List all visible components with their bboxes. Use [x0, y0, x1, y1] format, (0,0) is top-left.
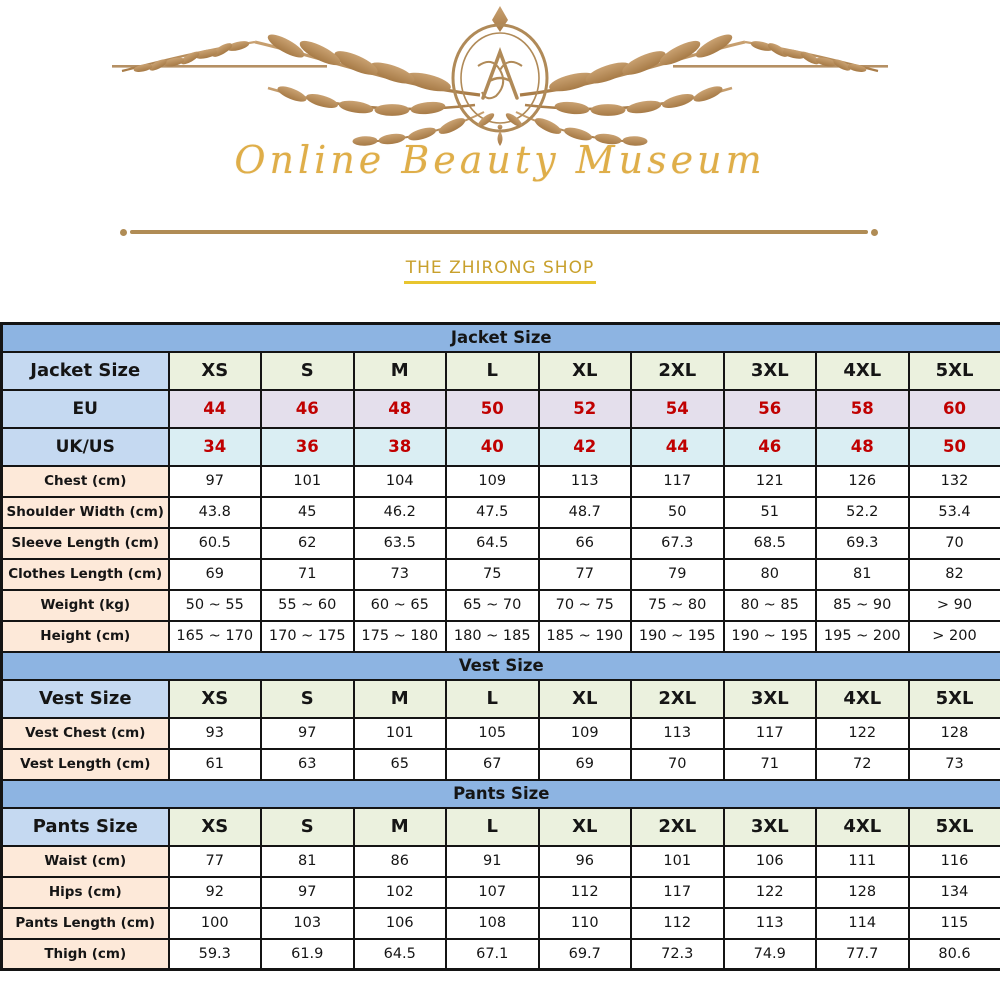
- size-column-header: 3XL: [724, 808, 817, 846]
- value-cell: 132: [909, 466, 1000, 497]
- size-column-header: 2XL: [631, 680, 724, 718]
- value-cell: 80.6: [909, 939, 1000, 970]
- row-label: Waist (cm): [2, 846, 169, 877]
- table-row: [2, 877, 1000, 908]
- value-cell: 128: [909, 718, 1000, 749]
- value-cell: 86: [354, 846, 447, 877]
- value-cell: 51: [724, 497, 817, 528]
- value-cell: 72.3: [631, 939, 724, 970]
- value-cell: 104: [354, 466, 447, 497]
- value-cell: 45: [261, 497, 354, 528]
- value-cell: 53.4: [909, 497, 1000, 528]
- value-cell: 61.9: [261, 939, 354, 970]
- value-cell: 122: [816, 718, 909, 749]
- value-cell: 113: [724, 908, 817, 939]
- section-title-row: [2, 324, 1000, 352]
- value-cell: 112: [631, 908, 724, 939]
- value-cell: 122: [724, 877, 817, 908]
- value-cell: 117: [631, 877, 724, 908]
- value-cell: 101: [261, 466, 354, 497]
- value-cell: 63: [261, 749, 354, 780]
- value-cell: 106: [724, 846, 817, 877]
- row-label: Clothes Length (cm): [2, 559, 169, 590]
- value-cell: 190 ~ 195: [631, 621, 724, 652]
- value-cell: 80: [724, 559, 817, 590]
- value-cell: 170 ~ 175: [261, 621, 354, 652]
- section-title: Vest Size: [2, 652, 1000, 680]
- size-column-header: L: [446, 680, 539, 718]
- value-cell: 73: [354, 559, 447, 590]
- size-table-body: [2, 324, 1000, 970]
- size-column-header: XL: [539, 352, 632, 390]
- size-column-header: S: [261, 680, 354, 718]
- value-cell: 60 ~ 65: [354, 590, 447, 621]
- size-column-header: 4XL: [816, 680, 909, 718]
- size-column-header: M: [354, 352, 447, 390]
- value-cell: 52.2: [816, 497, 909, 528]
- value-cell: 175 ~ 180: [354, 621, 447, 652]
- value-cell: 69: [169, 559, 262, 590]
- value-cell: 48.7: [539, 497, 632, 528]
- row-label: UK/US: [2, 428, 169, 466]
- size-header-row: [2, 680, 1000, 718]
- section-header-label: Vest Size: [2, 680, 169, 718]
- value-cell: 60.5: [169, 528, 262, 559]
- value-cell: 50 ~ 55: [169, 590, 262, 621]
- table-row: [2, 621, 1000, 652]
- value-cell: 72: [816, 749, 909, 780]
- value-cell: 54: [631, 390, 724, 428]
- size-column-header: 3XL: [724, 352, 817, 390]
- brand-name: Online Beauty Museum: [234, 138, 766, 182]
- divider-dot-left: [120, 229, 127, 236]
- value-cell: 128: [816, 877, 909, 908]
- section-title: Pants Size: [2, 780, 1000, 808]
- size-column-header: S: [261, 808, 354, 846]
- value-cell: 185 ~ 190: [539, 621, 632, 652]
- value-cell: 59.3: [169, 939, 262, 970]
- value-cell: 80 ~ 85: [724, 590, 817, 621]
- value-cell: 69.7: [539, 939, 632, 970]
- value-cell: 103: [261, 908, 354, 939]
- size-column-header: 4XL: [816, 808, 909, 846]
- divider-line: [130, 230, 868, 234]
- table-row: [2, 559, 1000, 590]
- row-label: Weight (kg): [2, 590, 169, 621]
- row-label: Chest (cm): [2, 466, 169, 497]
- table-row: [2, 590, 1000, 621]
- table-row: [2, 718, 1000, 749]
- table-row: [2, 528, 1000, 559]
- value-cell: 126: [816, 466, 909, 497]
- value-cell: 46: [724, 428, 817, 466]
- size-column-header: S: [261, 352, 354, 390]
- row-label: Sleeve Length (cm): [2, 528, 169, 559]
- value-cell: 113: [539, 466, 632, 497]
- value-cell: 70: [631, 749, 724, 780]
- table-row: [2, 939, 1000, 970]
- value-cell: 92: [169, 877, 262, 908]
- table-row: [2, 428, 1000, 466]
- value-cell: 165 ~ 170: [169, 621, 262, 652]
- value-cell: 50: [446, 390, 539, 428]
- value-cell: 40: [446, 428, 539, 466]
- value-cell: 71: [261, 559, 354, 590]
- size-column-header: M: [354, 808, 447, 846]
- value-cell: 69: [539, 749, 632, 780]
- row-label: Hips (cm): [2, 877, 169, 908]
- size-header-row: [2, 352, 1000, 390]
- size-column-header: XL: [539, 808, 632, 846]
- value-cell: 109: [539, 718, 632, 749]
- value-cell: 82: [909, 559, 1000, 590]
- value-cell: 44: [169, 390, 262, 428]
- value-cell: 47.5: [446, 497, 539, 528]
- size-column-header: 5XL: [909, 680, 1000, 718]
- size-column-header: L: [446, 808, 539, 846]
- value-cell: 112: [539, 877, 632, 908]
- value-cell: 66: [539, 528, 632, 559]
- shop-link-row: [0, 258, 1000, 284]
- value-cell: 114: [816, 908, 909, 939]
- value-cell: 85 ~ 90: [816, 590, 909, 621]
- value-cell: 52: [539, 390, 632, 428]
- size-column-header: XS: [169, 680, 262, 718]
- value-cell: 108: [446, 908, 539, 939]
- value-cell: 81: [261, 846, 354, 877]
- brand-emblem-icon: [100, 0, 900, 148]
- size-column-header: 3XL: [724, 680, 817, 718]
- row-label: Vest Length (cm): [2, 749, 169, 780]
- size-column-header: XL: [539, 680, 632, 718]
- value-cell: 134: [909, 877, 1000, 908]
- section-header-label: Pants Size: [2, 808, 169, 846]
- value-cell: 96: [539, 846, 632, 877]
- value-cell: 113: [631, 718, 724, 749]
- size-column-header: L: [446, 352, 539, 390]
- value-cell: 102: [354, 877, 447, 908]
- value-cell: 43.8: [169, 497, 262, 528]
- table-row: [2, 908, 1000, 939]
- value-cell: 91: [446, 846, 539, 877]
- size-header-row: [2, 808, 1000, 846]
- value-cell: 81: [816, 559, 909, 590]
- value-cell: 100: [169, 908, 262, 939]
- value-cell: 69.3: [816, 528, 909, 559]
- value-cell: 73: [909, 749, 1000, 780]
- value-cell: 46.2: [354, 497, 447, 528]
- value-cell: 195 ~ 200: [816, 621, 909, 652]
- value-cell: 42: [539, 428, 632, 466]
- value-cell: 70: [909, 528, 1000, 559]
- value-cell: 121: [724, 466, 817, 497]
- value-cell: 77.7: [816, 939, 909, 970]
- value-cell: 117: [631, 466, 724, 497]
- value-cell: 77: [539, 559, 632, 590]
- row-label: EU: [2, 390, 169, 428]
- value-cell: 107: [446, 877, 539, 908]
- value-cell: 58: [816, 390, 909, 428]
- value-cell: 105: [446, 718, 539, 749]
- section-header-label: Jacket Size: [2, 352, 169, 390]
- value-cell: 101: [354, 718, 447, 749]
- value-cell: 77: [169, 846, 262, 877]
- value-cell: 63.5: [354, 528, 447, 559]
- row-label: Shoulder Width (cm): [2, 497, 169, 528]
- table-row: [2, 749, 1000, 780]
- size-column-header: 2XL: [631, 808, 724, 846]
- table-row: [2, 390, 1000, 428]
- value-cell: 38: [354, 428, 447, 466]
- value-cell: 62: [261, 528, 354, 559]
- size-column-header: XS: [169, 808, 262, 846]
- value-cell: 50: [909, 428, 1000, 466]
- value-cell: 60: [909, 390, 1000, 428]
- value-cell: 93: [169, 718, 262, 749]
- value-cell: 67.3: [631, 528, 724, 559]
- value-cell: > 200: [909, 621, 1000, 652]
- value-cell: 74.9: [724, 939, 817, 970]
- value-cell: 67: [446, 749, 539, 780]
- value-cell: 75 ~ 80: [631, 590, 724, 621]
- section-title-row: [2, 780, 1000, 808]
- value-cell: 97: [261, 877, 354, 908]
- shop-link[interactable]: THE ZHIRONG SHOP: [404, 258, 596, 284]
- value-cell: 97: [261, 718, 354, 749]
- value-cell: 61: [169, 749, 262, 780]
- size-column-header: 5XL: [909, 352, 1000, 390]
- row-label: Vest Chest (cm): [2, 718, 169, 749]
- section-title: Jacket Size: [2, 324, 1000, 352]
- value-cell: 109: [446, 466, 539, 497]
- size-column-header: M: [354, 680, 447, 718]
- value-cell: 48: [354, 390, 447, 428]
- section-title-row: [2, 652, 1000, 680]
- value-cell: 117: [724, 718, 817, 749]
- value-cell: 65 ~ 70: [446, 590, 539, 621]
- size-column-header: 4XL: [816, 352, 909, 390]
- value-cell: 46: [261, 390, 354, 428]
- row-label: Thigh (cm): [2, 939, 169, 970]
- value-cell: 101: [631, 846, 724, 877]
- size-column-header: XS: [169, 352, 262, 390]
- value-cell: 79: [631, 559, 724, 590]
- divider-dot-right: [871, 229, 878, 236]
- row-label: Pants Length (cm): [2, 908, 169, 939]
- value-cell: 50: [631, 497, 724, 528]
- value-cell: 116: [909, 846, 1000, 877]
- value-cell: 64.5: [446, 528, 539, 559]
- value-cell: 70 ~ 75: [539, 590, 632, 621]
- row-label: Height (cm): [2, 621, 169, 652]
- table-row: [2, 497, 1000, 528]
- value-cell: 97: [169, 466, 262, 497]
- value-cell: 36: [261, 428, 354, 466]
- value-cell: 34: [169, 428, 262, 466]
- sizing-table: [0, 322, 1000, 971]
- table-row: [2, 466, 1000, 497]
- value-cell: 71: [724, 749, 817, 780]
- value-cell: 180 ~ 185: [446, 621, 539, 652]
- value-cell: 64.5: [354, 939, 447, 970]
- value-cell: 48: [816, 428, 909, 466]
- table-row: [2, 846, 1000, 877]
- divider-rule: [120, 229, 878, 236]
- value-cell: 44: [631, 428, 724, 466]
- value-cell: 65: [354, 749, 447, 780]
- value-cell: 111: [816, 846, 909, 877]
- value-cell: > 90: [909, 590, 1000, 621]
- size-column-header: 2XL: [631, 352, 724, 390]
- value-cell: 106: [354, 908, 447, 939]
- value-cell: 68.5: [724, 528, 817, 559]
- value-cell: 67.1: [446, 939, 539, 970]
- value-cell: 75: [446, 559, 539, 590]
- value-cell: 190 ~ 195: [724, 621, 817, 652]
- value-cell: 110: [539, 908, 632, 939]
- value-cell: 55 ~ 60: [261, 590, 354, 621]
- value-cell: 56: [724, 390, 817, 428]
- size-column-header: 5XL: [909, 808, 1000, 846]
- value-cell: 115: [909, 908, 1000, 939]
